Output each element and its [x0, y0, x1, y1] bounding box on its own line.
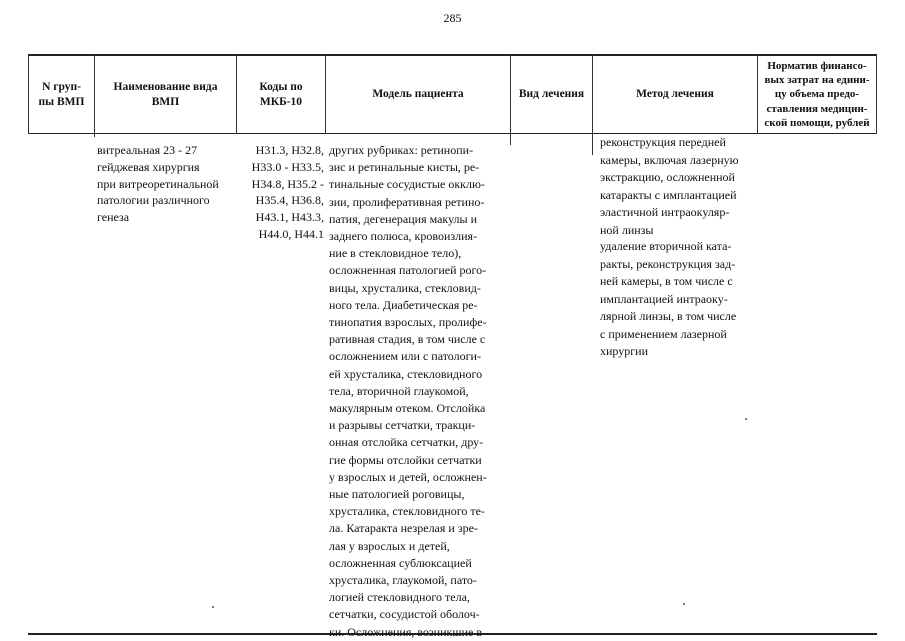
header-norm: Норматив финансо- вых затрат на едини- цу объема предо- ставления медицин- ской помощи, рублей [764, 59, 870, 129]
column-divider [94, 133, 95, 137]
page-number: 285 [443, 11, 462, 25]
header-name: Наименование вида ВМП [113, 80, 218, 108]
header-method: Метод лечения [636, 88, 714, 100]
header-group: N груп- пы ВМП [38, 80, 85, 108]
scan-speck [212, 606, 214, 608]
scan-speck [745, 418, 747, 420]
header-model: Модель пациента [372, 88, 464, 100]
cell-method-1: реконструкция передней камеры, включая лазерную экстракцию, осложненной катаракты с имплантацией эластичной интраокуляр- ной линзы [600, 135, 739, 237]
cell-model: других рубриках: ретинопи- зис и ретинальные кисты, ре- тинальные сосудистые окклю- зии, пролиферативная ретино- патия, дегенерация макулы и заднего полюса, кровоизлия- ние в стекловидное тело), осложненная патологией рого- вицы, хрусталика, стекловид- ного тела. Диабетическая ре- тинопатия взрослых, пролифе- ративная стадия, в том числе с осложнением или с патологи- ей хрусталика, стекловидного тела, вторичной глаукомой, макулярным отеком. Отслойка и разрывы сетчатки, тракци- онная отслойка сетчатки, дру- гие формы отслойки сетчатки у взрослых и детей, осложнен- ные патологией роговицы, хрусталика, стекловидного те- ла. Катаракта незрелая и зре- лая у взрослых и детей, осложненная сублюксацией хрусталика, глаукомой, пато- логией стекловидного тела, сетчатки, сосудистой оболоч- ки. Осложнения, возникшие в [329, 143, 487, 639]
scan-speck [683, 603, 685, 605]
header-codes: Коды по МКБ-10 [259, 80, 303, 108]
column-divider [592, 133, 593, 155]
cell-name: витреальная 23 - 27 гейджевая хирургия при витреоретинальной патологии различного генеза [97, 143, 219, 225]
column-divider [510, 133, 511, 145]
header-treatment-type: Вид лечения [518, 88, 585, 100]
header-bottom-border [28, 133, 877, 134]
cell-method-2: удаление вторичной ката- ракты, реконструкция зад- ней камеры, в том числе с имплантацией интраоку- лярной линзы, в том числе с применением лазерной хирургии [600, 239, 737, 358]
cell-codes: H31.3, H32.8, H33.0 - H33.5, H34.8, H35.2 - H35.4, H36.8, H43.1, H43.3, H44.0, H44.1 [251, 143, 324, 241]
header-divider [876, 54, 877, 134]
